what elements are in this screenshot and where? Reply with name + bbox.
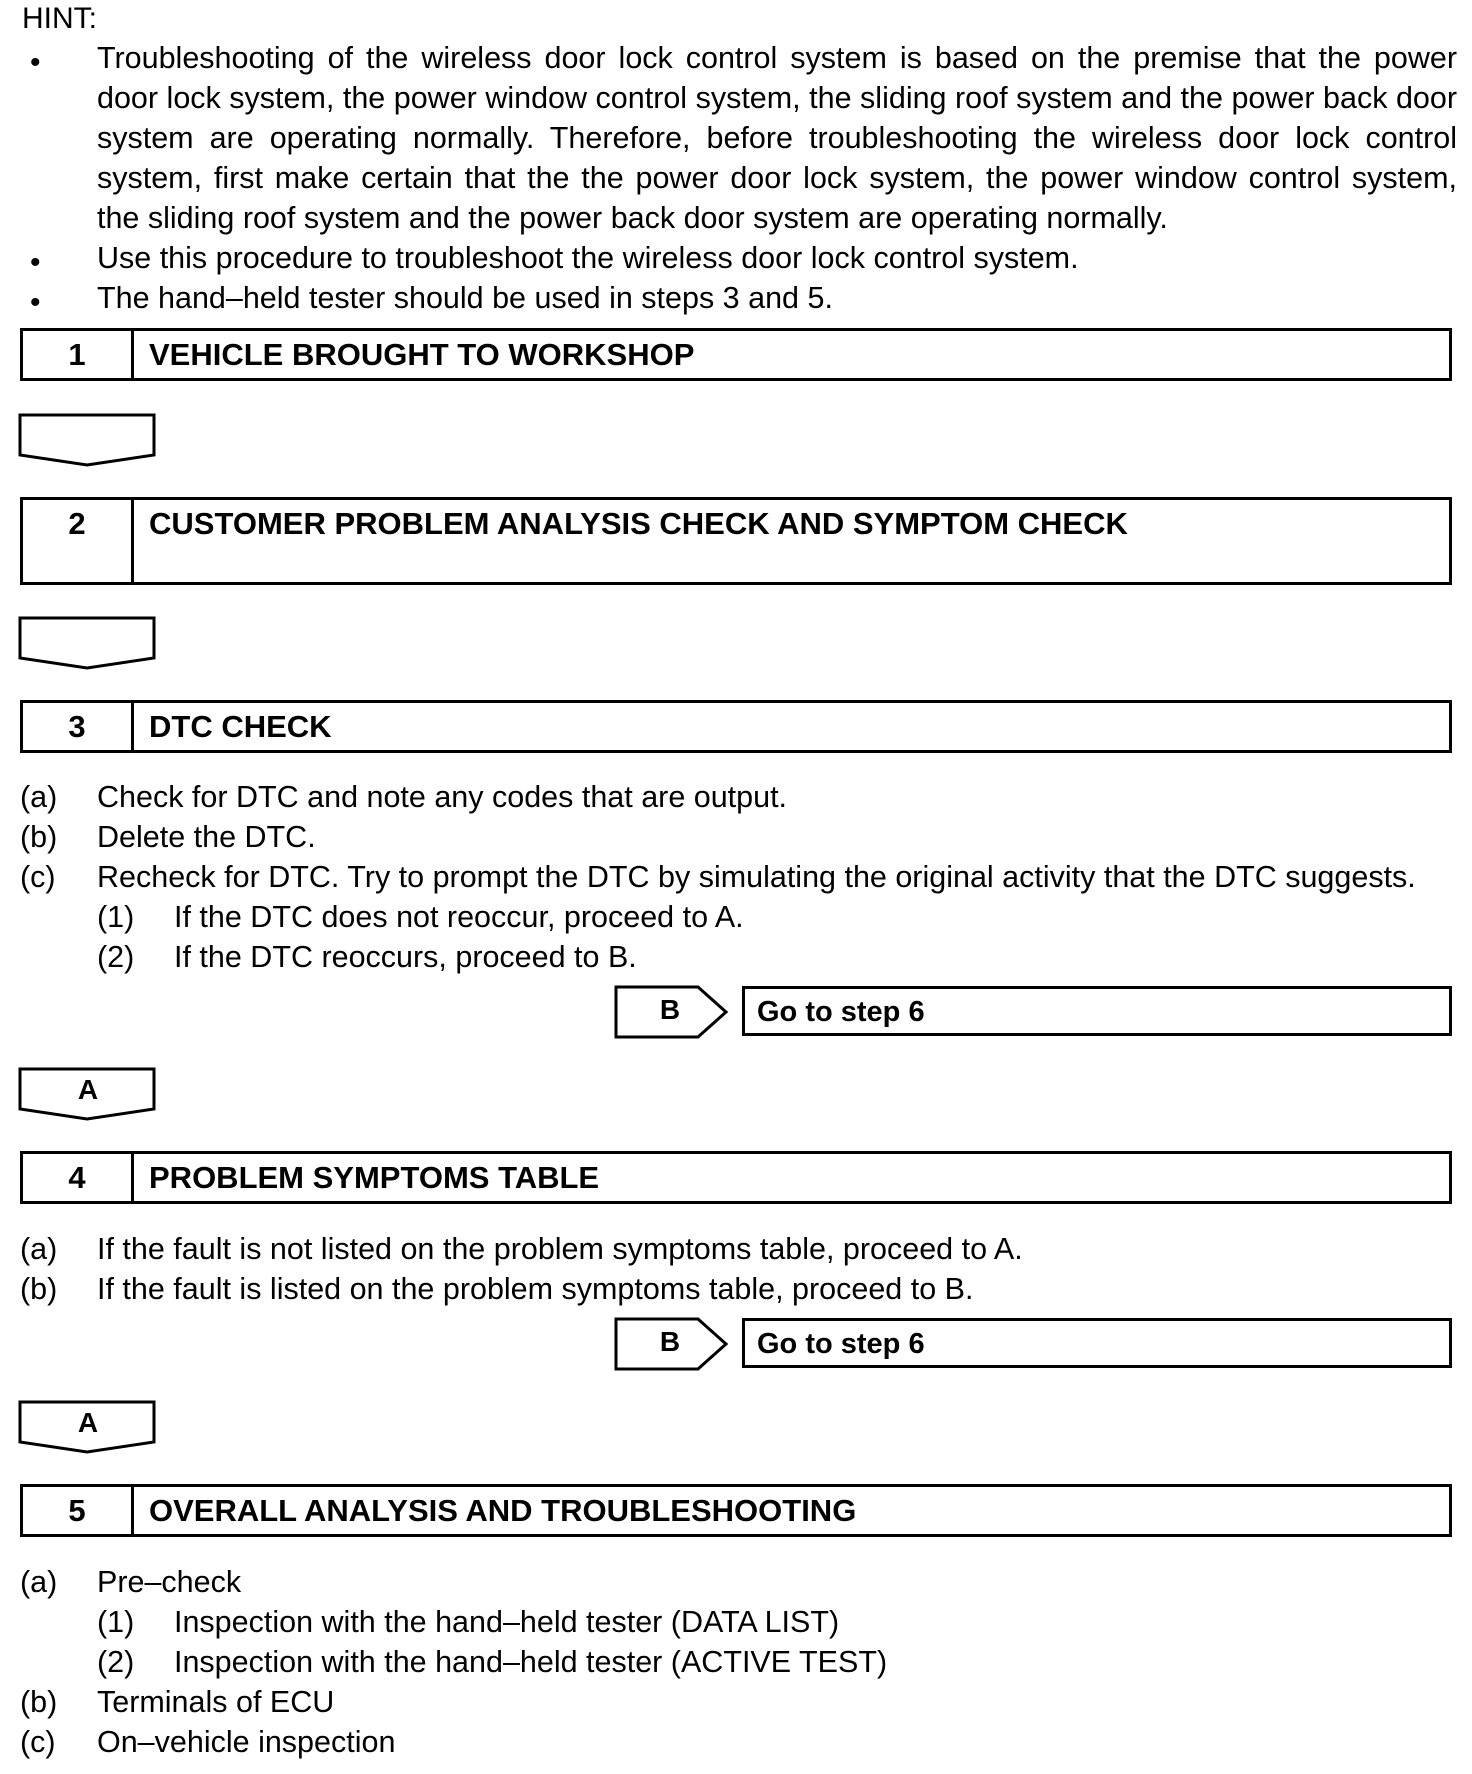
flow-arrow-connector-a [18,1400,158,1456]
branch-label: B [659,994,681,1025]
connector-label: A [77,1407,99,1438]
bullet-icon: • [30,46,41,79]
sub-item-label: (1) [97,900,135,934]
sub-item-label: (1) [97,1605,135,1639]
branch-b-step-3 [614,985,1454,1039]
goto-box [742,1318,1452,1368]
sub-item-text: If the DTC does not reoccur, proceed to A. [174,900,744,934]
bullet-icon: • [30,246,41,279]
step-5-header [20,1484,1452,1537]
step-title: CUSTOMER PROBLEM ANALYSIS CHECK AND SYMPTOM CHECK [149,506,1128,541]
step-number: 2 [23,500,134,582]
goto-text: Go to step 6 [757,1328,925,1360]
step-1-header [20,328,1452,381]
sub-item-text: Inspection with the hand–held tester (DATA LIST) [174,1605,840,1639]
item-text: If the fault is listed on the problem symptoms table, proceed to B. [97,1272,974,1306]
item-label: (c) [20,860,56,894]
down-arrow-icon [18,616,158,672]
hint-bullet-1: Troubleshooting of the wireless door lock control system is based on the premise that the power door lock system, the power window control system, the sliding roof system and the power back door system are operating normally. Therefore, before troubleshooting the wireless door lock control system, first make certain that the the power door lock system, the power window control system, the sliding roof system and the power back door system are operating normally. [97,41,1457,235]
step-4-header [20,1151,1452,1204]
flow-arrow-connector [18,413,158,469]
hint-heading: HINT: [22,2,97,35]
step-title: DTC CHECK [149,709,332,744]
item-label: (b) [20,820,58,854]
step-title: PROBLEM SYMPTOMS TABLE [149,1160,600,1195]
step-2-header [20,497,1452,585]
item-text: On–vehicle inspection [97,1725,396,1759]
down-arrow-icon [18,413,158,469]
item-label: (b) [20,1685,58,1719]
goto-text: Go to step 6 [757,996,925,1028]
sub-item-label: (2) [97,940,135,974]
branch-b-step-4 [614,1317,1454,1371]
item-label: (a) [20,780,58,814]
item-label: (b) [20,1272,58,1306]
item-label: (a) [20,1565,58,1599]
sub-item-text: Inspection with the hand–held tester (ACTIVE TEST) [174,1645,888,1679]
item-label: (c) [20,1725,56,1759]
flow-arrow-connector [18,616,158,672]
sub-item-text: If the DTC reoccurs, proceed to B. [174,940,637,974]
step-3-header [20,700,1452,753]
goto-box [742,986,1452,1036]
item-text: Terminals of ECU [97,1685,335,1719]
item-text: Check for DTC and note any codes that are output. [97,780,788,814]
step-number: 4 [23,1154,134,1201]
step-number: 3 [23,703,134,750]
hint-bullet-3: The hand–held tester should be used in steps 3 and 5. [97,281,833,315]
connector-label: A [77,1074,99,1105]
hint-bullet-2: Use this procedure to troubleshoot the wireless door lock control system. [97,241,1079,275]
item-text: Recheck for DTC. Try to prompt the DTC by simulating the original activity that the DTC suggests. [97,860,1416,894]
step-number: 1 [23,331,134,378]
flow-arrow-connector-a [18,1067,158,1123]
step-number: 5 [23,1487,134,1534]
item-text: Delete the DTC. [97,820,316,854]
item-label: (a) [20,1232,58,1266]
item-text: If the fault is not listed on the problem symptoms table, proceed to A. [97,1232,1023,1266]
step-title: OVERALL ANALYSIS AND TROUBLESHOOTING [149,1493,857,1528]
bullet-icon: • [30,286,41,319]
branch-label: B [659,1326,681,1357]
step-title: VEHICLE BROUGHT TO WORKSHOP [149,337,695,372]
sub-item-label: (2) [97,1645,135,1679]
item-text: Pre–check [97,1565,242,1599]
